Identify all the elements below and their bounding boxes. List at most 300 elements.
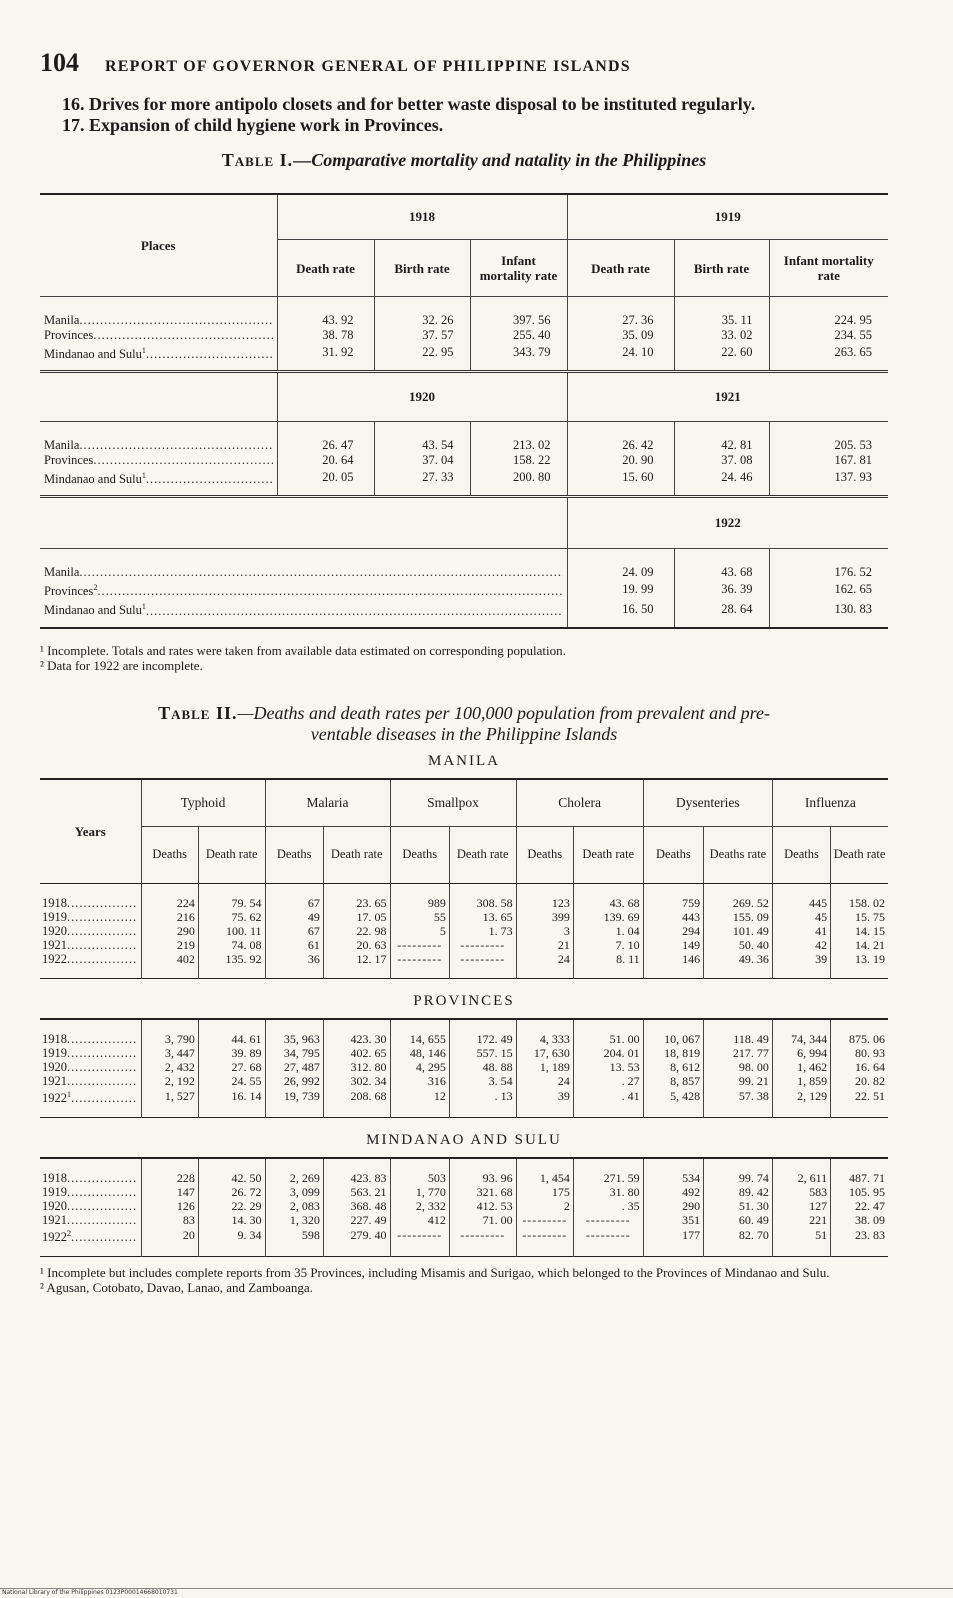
table1-row: [40, 297, 888, 329]
table2-value-cell: 80. 93: [831, 1046, 888, 1060]
table1-row: [40, 422, 888, 454]
table1-value-cell: 200. 80: [470, 468, 567, 497]
table2-value-cell: 1, 454: [516, 1158, 573, 1185]
table2-value-cell: 175: [516, 1185, 573, 1199]
table2-value-cell: 14. 21: [831, 938, 888, 952]
table1-value-cell: 27. 36: [567, 297, 674, 329]
table2-row: [40, 1060, 888, 1074]
table2-value-cell: 269. 52: [704, 883, 773, 910]
table1-place-name: Provinces: [44, 328, 94, 342]
table2-value-cell: 83: [141, 1213, 198, 1227]
table2-value-cell: 126: [141, 1199, 198, 1213]
table2-value-cell: 26, 992: [265, 1074, 323, 1088]
table2-footnote-1: ¹ Incomplete but includes complete reports from 35 Provinces, including Misamis and Surigao, which belonged to the Provinces of Mindanao and Sulu.: [40, 1264, 830, 1280]
table1-footnote-2: ² Data for 1922 are incomplete.: [40, 657, 203, 673]
table2-value-cell: 1. 73: [449, 924, 516, 938]
table2-value-cell: 17. 05: [323, 910, 390, 924]
death-rate-header: Deaths rate: [704, 826, 773, 883]
table2-value-cell: 35, 963: [265, 1019, 323, 1046]
disease-header-influenza: Influenza: [772, 779, 888, 827]
table2-value-cell: 135. 92: [198, 952, 265, 979]
table1-row: [40, 549, 888, 581]
year-cell: [40, 952, 141, 979]
table2-title-line2: ventable diseases in the Philippine Islands: [310, 723, 618, 744]
table2-value-cell: 146: [643, 952, 703, 979]
table2-value-cell: 583: [772, 1185, 830, 1199]
table1-col-header: Infant mortality rate: [470, 240, 567, 297]
table1-value-cell: 130. 83: [769, 599, 888, 627]
table2-value-cell: 2, 432: [141, 1060, 198, 1074]
year-label: 1919: [42, 1184, 67, 1199]
table2-row: [40, 1199, 888, 1213]
table2-row: [40, 1227, 888, 1257]
year-label: 1918: [42, 1170, 67, 1185]
table2-value-cell: 563. 21: [323, 1185, 390, 1199]
table1-year-header: 1920: [277, 372, 567, 422]
year-cell: [40, 1158, 141, 1185]
table2-value-cell: 13. 65: [449, 910, 516, 924]
table2-value-cell: 2, 083: [265, 1199, 323, 1213]
table1-value-cell: 158. 22: [470, 453, 567, 468]
table2-value-cell: 302. 34: [323, 1074, 390, 1088]
table1-value-cell: 16. 50: [567, 599, 674, 627]
table2-caption: [40, 703, 888, 745]
table2-value-cell: 99. 21: [704, 1074, 773, 1088]
table2-value-cell: 412. 53: [449, 1199, 516, 1213]
paragraph-16: 16. Drives for more antipolo closets and for better waste disposal to be instituted regularly.: [62, 94, 756, 114]
table2-value-cell: 221: [772, 1213, 830, 1227]
table2-value-cell: 99. 74: [704, 1158, 773, 1185]
year-cell: [40, 910, 141, 924]
year-label: 1918: [42, 1031, 67, 1046]
table1-place-cell: [40, 343, 277, 372]
table1-value-cell: 26. 42: [567, 422, 674, 454]
table2-row: [40, 1019, 888, 1046]
table1-place-name: Manila: [44, 313, 80, 327]
year-label: 1920: [42, 923, 67, 938]
deaths-header: Deaths: [141, 826, 198, 883]
table2-value-cell: 2, 611: [772, 1158, 830, 1185]
disease-header-typhoid: Typhoid: [141, 779, 265, 827]
empty-cell: ---------: [516, 1213, 573, 1227]
year-label: 1920: [42, 1198, 67, 1213]
table2-value-cell: 443: [643, 910, 703, 924]
table2-value-cell: 598: [265, 1227, 323, 1257]
table2-value-cell: 23. 83: [831, 1227, 888, 1257]
table2-value-cell: 49. 36: [704, 952, 773, 979]
deaths-header: Deaths: [772, 826, 830, 883]
table2-row: [40, 1158, 888, 1185]
table2-value-cell: 74, 344: [772, 1019, 830, 1046]
table1-value-cell: 37. 57: [374, 328, 470, 343]
footnote-ref: 1: [67, 1089, 71, 1099]
table2-value-cell: 177: [643, 1227, 703, 1257]
table1-value-cell: 263. 65: [769, 343, 888, 372]
table1-row: [40, 328, 888, 343]
table2-value-cell: 271. 59: [573, 1158, 643, 1185]
table2-value-cell: 9. 34: [198, 1227, 265, 1257]
running-header: [40, 48, 888, 78]
scan-imprint: National Library of the Philippines 0123P00014668010731: [2, 1589, 178, 1596]
table1-value-cell: 224. 95: [769, 297, 888, 329]
year-label: 1919: [42, 909, 67, 924]
table2-value-cell: 49: [265, 910, 323, 924]
empty-cell: ---------: [573, 1227, 643, 1257]
table2-value-cell: 7. 10: [573, 938, 643, 952]
table2-row: [40, 952, 888, 979]
table2-value-cell: 423. 83: [323, 1158, 390, 1185]
table2-value-cell: 402. 65: [323, 1046, 390, 1060]
table2-label: Table II.: [158, 702, 238, 723]
table2-value-cell: 3, 099: [265, 1185, 323, 1199]
table2-value-cell: 43. 68: [573, 883, 643, 910]
table2-value-cell: 534: [643, 1158, 703, 1185]
table2-value-cell: 399: [516, 910, 573, 924]
deaths-header: Deaths: [265, 826, 323, 883]
table2-row: [40, 924, 888, 938]
table2-value-cell: 312. 80: [323, 1060, 390, 1074]
table1-title: —Comparative mortality and natality in the Philippines: [293, 150, 707, 170]
table2-value-cell: 759: [643, 883, 703, 910]
table2-value-cell: 123: [516, 883, 573, 910]
table1-value-cell: 37. 08: [674, 453, 769, 468]
table2-value-cell: 15. 75: [831, 910, 888, 924]
table1-year-header-row: [40, 372, 888, 422]
disease-header-cholera: Cholera: [516, 779, 643, 827]
table1-place-name: Mindanao and Sulu: [44, 603, 142, 618]
table2-value-cell: 2, 332: [390, 1199, 449, 1213]
table2-value-cell: 39. 89: [198, 1046, 265, 1060]
table2-value-cell: 989: [390, 883, 449, 910]
year-cell: [40, 1046, 141, 1060]
table2-value-cell: 3, 447: [141, 1046, 198, 1060]
table2-value-cell: 2, 129: [772, 1088, 830, 1118]
table1-col-header: Birth rate: [674, 240, 769, 297]
death-rate-header: Death rate: [323, 826, 390, 883]
table2-value-cell: 204. 01: [573, 1046, 643, 1060]
table2-provinces: [40, 1018, 888, 1118]
table2-value-cell: 16. 14: [198, 1088, 265, 1118]
table2-value-cell: 22. 29: [198, 1199, 265, 1213]
year-cell: [40, 1019, 141, 1046]
table2-value-cell: 402: [141, 952, 198, 979]
table2-value-cell: 75. 62: [198, 910, 265, 924]
year-cell: [40, 1185, 141, 1199]
deaths-header: Deaths: [516, 826, 573, 883]
table2-value-cell: 224: [141, 883, 198, 910]
table2-sub-header-row: [40, 826, 888, 883]
table2-value-cell: 20. 82: [831, 1074, 888, 1088]
footnote-ref: 1: [141, 346, 146, 355]
table2-value-cell: 3. 54: [449, 1074, 516, 1088]
table2-value-cell: 42: [772, 938, 830, 952]
year-label: 1921: [42, 1073, 67, 1088]
table1-value-cell: 43. 92: [277, 297, 374, 329]
table2-value-cell: . 41: [573, 1088, 643, 1118]
table2-value-cell: 5: [390, 924, 449, 938]
year-cell: [40, 883, 141, 910]
year-cell: [40, 1213, 141, 1227]
table1-year-header-row: [40, 497, 888, 549]
year-label: 1920: [42, 1059, 67, 1074]
table1-value-cell: 397. 56: [470, 297, 567, 329]
table2-value-cell: 172. 49: [449, 1019, 516, 1046]
table1-value-cell: 20. 64: [277, 453, 374, 468]
table2-row: [40, 1088, 888, 1118]
table2-value-cell: 13. 53: [573, 1060, 643, 1074]
table1-value-cell: 19. 99: [567, 580, 674, 599]
table2-value-cell: 149: [643, 938, 703, 952]
table2-value-cell: 82. 70: [704, 1227, 773, 1257]
table2-value-cell: 208. 68: [323, 1088, 390, 1118]
table2-value-cell: 139. 69: [573, 910, 643, 924]
empty-cell: ---------: [449, 952, 516, 979]
table2-value-cell: 89. 42: [704, 1185, 773, 1199]
places-header: Places: [40, 194, 277, 297]
table2-value-cell: 1, 462: [772, 1060, 830, 1074]
table2-value-cell: 22. 51: [831, 1088, 888, 1118]
running-title: REPORT OF GOVERNOR GENERAL OF PHILIPPINE ISLANDS: [105, 58, 631, 75]
table2-value-cell: 290: [141, 924, 198, 938]
table1-value-cell: 24. 09: [567, 549, 674, 581]
table2-value-cell: 147: [141, 1185, 198, 1199]
table1-caption: [40, 150, 888, 171]
table1-value-cell: 20. 90: [567, 453, 674, 468]
table1-value-cell: 36. 39: [674, 580, 769, 599]
table2-value-cell: 2, 192: [141, 1074, 198, 1088]
table2-value-cell: 44. 61: [198, 1019, 265, 1046]
years-header: Years: [40, 779, 141, 884]
table2-value-cell: 12: [390, 1088, 449, 1118]
year-label: 1922: [42, 951, 67, 966]
table1-row: [40, 599, 888, 627]
year-cell: [40, 938, 141, 952]
disease-header-smallpox: Smallpox: [390, 779, 516, 827]
table1-value-cell: 162. 65: [769, 580, 888, 599]
table1-value-cell: 27. 33: [374, 468, 470, 497]
table2-value-cell: 31. 80: [573, 1185, 643, 1199]
section-heading-mindanao-sulu: MINDANAO AND SULU: [366, 1131, 562, 1148]
table1-year-header-row: [40, 194, 888, 240]
table2-value-cell: 423. 30: [323, 1019, 390, 1046]
table2-value-cell: 557. 15: [449, 1046, 516, 1060]
table1-value-cell: 22. 60: [674, 343, 769, 372]
table1-value-cell: 213. 02: [470, 422, 567, 454]
table1-value-cell: 22. 95: [374, 343, 470, 372]
table2-value-cell: 16. 64: [831, 1060, 888, 1074]
table2-value-cell: 51. 30: [704, 1199, 773, 1213]
year-label: 1922: [42, 1090, 67, 1105]
table2-value-cell: 26. 72: [198, 1185, 265, 1199]
table2-value-cell: 219: [141, 938, 198, 952]
table1-value-cell: 28. 64: [674, 599, 769, 627]
table2-value-cell: 14, 655: [390, 1019, 449, 1046]
table1-footnote-1: ¹ Incomplete. Totals and rates were taken from available data estimated on corresponding population.: [40, 642, 566, 658]
table1-year-header: 1918: [277, 194, 567, 240]
disease-header-malaria: Malaria: [265, 779, 390, 827]
table2-value-cell: 351: [643, 1213, 703, 1227]
table1-year-header: 1921: [567, 372, 888, 422]
table2-value-cell: 24: [516, 952, 573, 979]
table2-value-cell: 27. 68: [198, 1060, 265, 1074]
table2-value-cell: 227. 49: [323, 1213, 390, 1227]
table1-value-cell: 15. 60: [567, 468, 674, 497]
table2-row: [40, 910, 888, 924]
table2-value-cell: 100. 11: [198, 924, 265, 938]
table2-value-cell: 8, 857: [643, 1074, 703, 1088]
table2-value-cell: 51. 00: [573, 1019, 643, 1046]
table2-value-cell: 321. 68: [449, 1185, 516, 1199]
table2-value-cell: 1. 04: [573, 924, 643, 938]
table2-value-cell: 18, 819: [643, 1046, 703, 1060]
table1-value-cell: 32. 26: [374, 297, 470, 329]
table1-value-cell: 35. 11: [674, 297, 769, 329]
table1-value-cell: 234. 55: [769, 328, 888, 343]
table2-value-cell: 98. 00: [704, 1060, 773, 1074]
table2-value-cell: 105. 95: [831, 1185, 888, 1199]
table1-value-cell: 20. 05: [277, 468, 374, 497]
table2-value-cell: 12. 17: [323, 952, 390, 979]
footnote-ref: 1: [141, 471, 146, 481]
table1-place-name: Manila: [44, 565, 80, 580]
table1-place-name: Manila: [44, 438, 80, 453]
table2-value-cell: . 13: [449, 1088, 516, 1118]
table1-value-cell: 24. 10: [567, 343, 674, 372]
year-cell: [40, 924, 141, 938]
table2-value-cell: 487. 71: [831, 1158, 888, 1185]
table1-value-cell: 176. 52: [769, 549, 888, 581]
death-rate-header: Death rate: [449, 826, 516, 883]
table1-year-header: 1922: [567, 497, 888, 549]
table2-value-cell: 1, 770: [390, 1185, 449, 1199]
table2-value-cell: 14. 30: [198, 1213, 265, 1227]
table1-value-cell: 42. 81: [674, 422, 769, 454]
table2-value-cell: 875. 06: [831, 1019, 888, 1046]
table2-value-cell: 216: [141, 910, 198, 924]
table2-value-cell: 290: [643, 1199, 703, 1213]
table2-value-cell: 492: [643, 1185, 703, 1199]
table2-value-cell: 217. 77: [704, 1046, 773, 1060]
year-cell: [40, 1088, 141, 1118]
table1-col-header: Death rate: [567, 240, 674, 297]
table2-value-cell: 22. 98: [323, 924, 390, 938]
section-heading-manila: MANILA: [428, 752, 500, 769]
table1-col-header: Infant mortality rate: [769, 240, 888, 297]
page-number: 104: [40, 48, 79, 77]
table2-value-cell: 3: [516, 924, 573, 938]
year-cell: [40, 1060, 141, 1074]
table2-value-cell: 67: [265, 883, 323, 910]
table2-value-cell: 17, 630: [516, 1046, 573, 1060]
table2-value-cell: 38. 09: [831, 1213, 888, 1227]
empty-cell: ---------: [449, 938, 516, 952]
table2-row: [40, 1074, 888, 1088]
table2-row: [40, 883, 888, 910]
year-cell: [40, 1227, 141, 1257]
table2-value-cell: 1, 320: [265, 1213, 323, 1227]
table1-value-cell: 37. 04: [374, 453, 470, 468]
table2-value-cell: 19, 739: [265, 1088, 323, 1118]
table2-value-cell: 3, 790: [141, 1019, 198, 1046]
table2-value-cell: 118. 49: [704, 1019, 773, 1046]
table2-value-cell: 67: [265, 924, 323, 938]
table1-place-cell: [40, 453, 277, 468]
footnote-ref: 2: [67, 1228, 71, 1238]
table1-col-header: Birth rate: [374, 240, 470, 297]
table2-value-cell: 34, 795: [265, 1046, 323, 1060]
table2-value-cell: 445: [772, 883, 830, 910]
table2-value-cell: 71. 00: [449, 1213, 516, 1227]
table1-place-name: Mindanao and Sulu: [44, 472, 142, 487]
table1-place-cell: [40, 297, 277, 329]
table2-disease-header-row: [40, 779, 888, 827]
table1-place-cell: [40, 599, 567, 627]
table2-value-cell: 48, 146: [390, 1046, 449, 1060]
table1-value-cell: 205. 53: [769, 422, 888, 454]
table2-value-cell: 1, 189: [516, 1060, 573, 1074]
table1-value-cell: 167. 81: [769, 453, 888, 468]
table2-mindanao-sulu: [40, 1157, 888, 1257]
table2-value-cell: 2: [516, 1199, 573, 1213]
table1-place-name: Provinces: [44, 453, 94, 468]
table1-footnotes: [40, 643, 888, 673]
table2-value-cell: 27, 487: [265, 1060, 323, 1074]
year-label: 1919: [42, 1045, 67, 1060]
table2-value-cell: 42. 50: [198, 1158, 265, 1185]
table2-value-cell: . 27: [573, 1074, 643, 1088]
table1-value-cell: 255. 40: [470, 328, 567, 343]
table1-place-cell: [40, 580, 567, 599]
table2-value-cell: 55: [390, 910, 449, 924]
table2-value-cell: 39: [772, 952, 830, 979]
table2-value-cell: 10, 067: [643, 1019, 703, 1046]
table2-value-cell: 308. 58: [449, 883, 516, 910]
table1-place-name: Mindanao and Sulu: [44, 347, 142, 362]
footnote-ref: 1: [141, 602, 146, 612]
table1-value-cell: 43. 68: [674, 549, 769, 581]
table2-value-cell: 39: [516, 1088, 573, 1118]
table1-mortality-natality: [40, 193, 888, 629]
year-label: 1921: [42, 937, 67, 952]
table2-value-cell: 316: [390, 1074, 449, 1088]
table2-value-cell: 36: [265, 952, 323, 979]
table2-value-cell: 61: [265, 938, 323, 952]
table2-value-cell: 6, 994: [772, 1046, 830, 1060]
table2-value-cell: 24. 55: [198, 1074, 265, 1088]
table1-col-header: Death rate: [277, 240, 374, 297]
table1-value-cell: 26. 47: [277, 422, 374, 454]
table1-row: [40, 468, 888, 497]
table2-value-cell: 2, 269: [265, 1158, 323, 1185]
table1-value-cell: 38. 78: [277, 328, 374, 343]
table2-value-cell: 503: [390, 1158, 449, 1185]
table1-value-cell: 137. 93: [769, 468, 888, 497]
empty-cell: ---------: [449, 1227, 516, 1257]
table1-label: Table I.: [221, 150, 294, 170]
empty-cell: ---------: [516, 1227, 573, 1257]
year-label: 1918: [42, 895, 67, 910]
table2-value-cell: 23. 65: [323, 883, 390, 910]
table2-value-cell: 5, 428: [643, 1088, 703, 1118]
table2-value-cell: 158. 02: [831, 883, 888, 910]
table2-row: [40, 1213, 888, 1227]
year-label: 1921: [42, 1212, 67, 1227]
section-heading-provinces: PROVINCES: [413, 992, 515, 1009]
table1-value-cell: 24. 46: [674, 468, 769, 497]
empty-cell: ---------: [390, 952, 449, 979]
table2-manila: [40, 778, 888, 979]
table2-value-cell: 60. 49: [704, 1213, 773, 1227]
